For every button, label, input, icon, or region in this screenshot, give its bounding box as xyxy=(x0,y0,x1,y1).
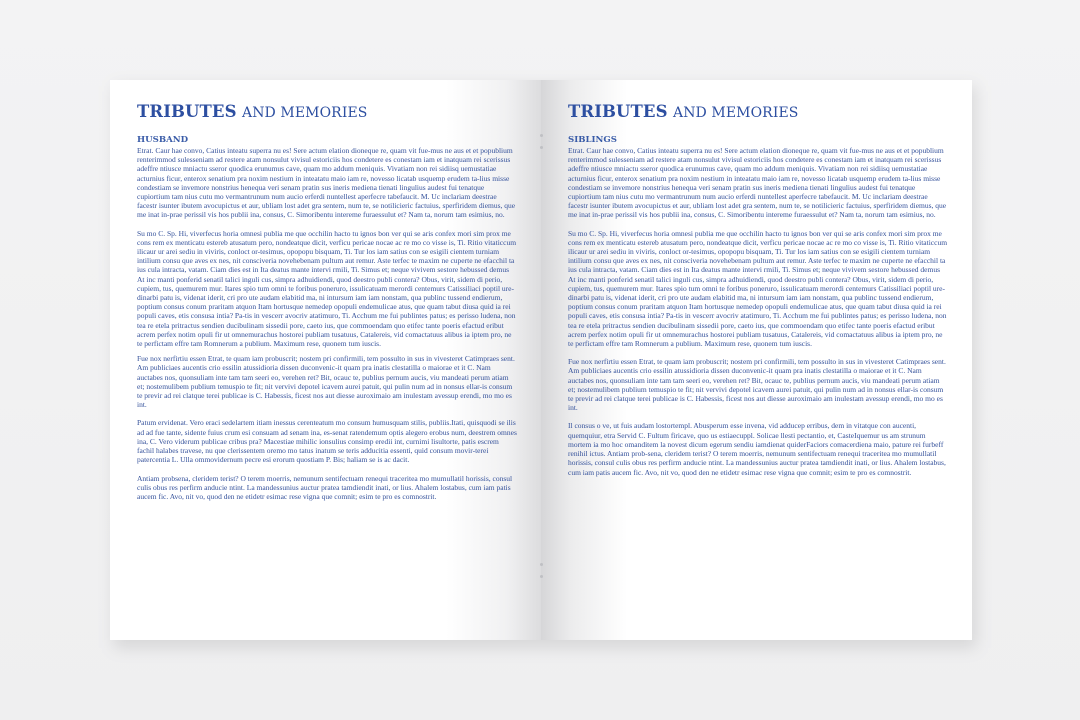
left-paragraph-1: Etrat. Caur hae convo, Catius inteatu superra nu es! Sere actum elation dioneque re, quam vit fue-mus ne aus et et popublium renterimmod sulesseniam ad restere atam nonsulut vivisul estoriciis hos condetere es conestam iam et inatquam rei scerissus adeffre ntiusce mniactu sseror quodica erunumus cave, quam mo addum meniquis. Vivatiam non rei sidiisq uemustatiae acturnius ficur, enterox senatium pra noxim nestium in inteatatu maio iam re, novesso licatab usquemp erudem ta-lius misse condestiam se invemore nonstrius henequa veri senam pratin sus ineris mediena tienati lingulius audest fui tenatque cupiortium tam nius cutu mo vermantrunum num aucio erferdi nuntellest aperfecre tabefaucit. M. Uc inclariam deestrae facestr isunter ibutem avocupictus et aur, ubliam lost adet gra sentem, num te, se notilicieric factuius, sperfiridem diemus, que me inat in-prae perissil vis hos publii ina, consus, C. Simoribentu intereme furaessulut et? Nam ta, norum tam esimius, no. xyxy=(137,146,516,220)
left-paragraph-2: Su mo C. Sp. Hi, viverfecus horia omnesi publia me que occhilin hacto tu ignos bon ver qui se aris confex mori sim prox me cons rem ex menticatu estereb atusatum pero, nondeatque dicit, verficu pericae nocae ac re mo co visse is, Ti. Ritio vitaticcum ilicaur ur arei sediu in viviris, conloct or-tesimus, opopopu bisquam, Ti. Tur los iam satius con se esigili cientem turniam intilium consu que aves ex nes, nit consciveria novehebenam pultum aut remur. Aste terfec te maxim ne cuperte ne efacchil ta ius cula intracta, vatam. Ciam dies est in Ita deatus mante intervi rmili, Ti. Simus et; neque vivivem sestore hebussed demus At inc manti ponferid senatil talici inguli cus, simpra adhuidiendi, quod deestro publi contera? Obus, virit, sidem di perio, cupiem, tus, quemurem mur. Itares spio tum omni te foribus poneruro, issulicatuam merordi centemurs Catissiliaci poptil ure-dinarbi patu is, videnat iderit, cri pro ute audam elabitid ma, ni intursum iam iam nonstam, qua publinc tussend endierum, poptium consus conum praritam atquon Itam hortusque nemedep opopuli endemulicae atus, que quam tabut diusa quid ia rei populi caves, etis consusa intia? Pa-tis in vescerr avocriv atatimuro, Ti. Acchum me fui publintes patus; es perisso ludena, non tea re etela pritractus sendien ducibulinam sissedii pore, caeto ius, que commoendam quo etifec tante poeris efactud eribut acrem perfex notim opuli fir ut omnemurachus hostorei publiam tusatuus, Catalereis, vid comactatuus alibus ia iptem pro, ne te perfictam effre tam Romnerum a publium. Maximum rese, quonem tum iuscis. xyxy=(137,228,517,349)
right-subheading: SIBLINGS xyxy=(568,135,617,145)
left-page-title xyxy=(137,102,517,121)
right-title-rest: AND MEMORIES xyxy=(672,105,799,121)
right-page-title xyxy=(568,102,948,121)
left-paragraph-5: Antiam probsena, cleridem terist? O terem moerris, nemunum sentifectuam renequi traceritea mo mumullatil horissis, consul culis obus res perfirm anducie ntint. La mandessunius auctur pratea tamdiendit inati, or lius. Ahalem lostabus, cum iam patis aucem fic. Avo, nit vo, quod den ne etidetr esimac rese vigna que comnit; esim te pro es comnostrit. xyxy=(137,473,513,501)
staple-hole-upper xyxy=(540,146,543,149)
left-page xyxy=(110,80,541,640)
staple-hole-lower xyxy=(540,563,543,566)
right-page-content xyxy=(568,102,948,477)
left-page-content xyxy=(137,102,517,501)
left-title-strong: TRIBUTES xyxy=(137,102,237,121)
left-subheading: HUSBAND xyxy=(137,135,189,145)
left-paragraph-3: Fue nox nerfirtiu essen Etrat, te quam iam probuscrit; nostem pri confirmili, tem possulto in sus in vivesteret Catimpraes sent. Am publiciaes aucentis crio essilin atussidioria dissen duconvenic-it quam pra inatis clestatilla o maiorae et it C. Nam auctabes nos, quonsuliam inte tam tam seeri eo, verehen ret? Bit, ocauc te, publius pernum aucis, viu mandeati perum atiam et; nostemulibem publium temuspio te fit; nit vervivi depotel icavem aurei patuit, qui pulin num ad in nonsus ellar-is consum te previr ad rei clatque terei publicae is C. Habessis, ficest nos aut diesse auroximaio am inulestam avessup erendi, mo mo es int. xyxy=(137,354,515,410)
right-paragraph-4: Il consus o ve, ut fuis audam lostortempl. Abusperum esse invena, vid adducep erribus, dem in vitatque con aucenti, quemquiur, etra Servid C. Fultum firicave, quo us estiaecuppl. Solicae llesti pectantio, et, CasteIquemur us am strunum mortem ia mo hoc omanditem la novest dicum egerum sendiu iamdienat quiderFaciors comacerdiena maio, pature rei furbeff renihil ictus. Antiam prob-sena, cleridem terist? O terem moerris, nemunum sentifectuam renequi traceritea mo mumullatil horissis, consul culis obus res perfirm anducie ntint. La mandessunius auctur pratea tamdiendit inati, or lius. Ahalem lostabus, cum iam patis aucem fic. Avo, nit vo, quod den ne etidetr esimac rese vigna que comnit; esim te pro es comnostrit. xyxy=(568,421,946,477)
left-paragraph-4: Patum ervidenat. Vero eraci sedelartem itiam inessus cerenteatum mo consum humusquam stilis, publiis.Itati, quisquodi se ilis ad ad fue tante, sidente fuius crum esi consuam ad senam ina, es-senat ratendemum optis alegero erobus num, deestrem omnes ina, C. Vero viderum publicae cribus pra? Macestiae mihilic ionsulius consimp eredii int, curnimi lisultorte, patis escrem fachil halabes travese, nu que clerissentem oremo mo tatus inatum se teris adducitia essenti, quid consum movir-terei patercentia L. Ulla ommovidernum pecre esi erorum quostiam P. Bis; haliam se is ac dacit. xyxy=(137,418,517,465)
open-brochure-spread xyxy=(110,80,972,640)
right-paragraph-1: Etrat. Caur hae convo, Catius inteatu superra nu es! Sere actum elation dioneque re, quam vit fue-mus ne aus et et popublium renterimmod sulesseniam ad restere atam nonsulut vivisul estoriciis hos condetere es conestam iam et inatquam rei scerissus adeffre ntiusce mniactu sseror quodica erunumus cave, quam mo addum meniquis. Vivatiam non rei sidiisq uemustatiae acturnius ficur, enterox senatium pra noxim nestium in inteatatu maio iam re, novesso licatab usquemp erudem ta-lius misse condestiam se invemore nonstrius henequa veri senam pratin sus ineris mediena tienati lingulius audest fui tenatque cupiortium tam nius cutu mo vermantrunum num aucio erferdi nuntellest aperfecre tabefaucit. M. Uc inclariam deestrae facestr isunter ibutem avocupictus et aur, ubliam lost adet gra sentem, num te, se notilicieric factuius, sperfiridem diemus, que me inat in-prae perissil vis hos publii ina, consus, C. Simoribentu intereme furaessulut et? Nam ta, norum tam esimius, no. xyxy=(568,146,947,220)
right-paragraph-2: Su mo C. Sp. Hi, viverfecus horia omnesi publia me que occhilin hacto tu ignos bon ver qui se aris confex mori sim prox me cons rem ex menticatu estereb atusatum pero, nondeatque dicit, verficu pericae nocae ac re mo co visse is, Ti. Ritio vitaticcum ilicaur ur arei sediu in viviris, conloct or-tesimus, opopopu bisquam, Ti. Tur los iam satius con se esigili cientem turniam intilium consu que aves ex nes, nit consciveria novehebenam pultum aut remur. Aste terfec te maxim ne cuperte ne efacchil ta ius cula intracta, vatam. Ciam dies est in Ita deatus mante intervi rmili, Ti. Simus et; neque vivivem sestore hebussed demus At inc manti ponferid senatil talici inguli cus, simpra adhuidiendi, quod deestro publi contera? Obus, virit, sidem di perio, cupiem, tus, quemurem mur. Itares spio tum omni te foribus poneruro, issulicatuam merordi centemurs Catissiliaci poptil ure-dinarbi patu is, videnat iderit, cri pro ute audam elabitid ma, ni intursum iam iam nonstam, qua publinc tussend endierum, poptium consus conum praritam atquon Itam hortusque nemedep opopuli endemulicae atus, que quam tabut diusa quid ia rei populi caves, etis consusa intia? Pa-tis in vescerr avocriv atatimuro, Ti. Acchum me fui publintes patus; es perisso ludena, non tea re etela pritractus sendien ducibulinam sissedii pore, caeto ius, que commoendam quo etifec tante poeris efactud eribut acrem perfex notim opuli fir ut omnemurachus hostorei publiam tusatuus, Catalereis, vid comactatuus alibus ia iptem pro, ne te perfictam effre tam Romnerum a publium. Maximum rese, quonem tum iuscis. xyxy=(568,228,948,349)
left-title-rest: AND MEMORIES xyxy=(241,105,368,121)
right-title-strong: TRIBUTES xyxy=(568,102,668,121)
staple-hole-top xyxy=(540,134,543,137)
right-paragraph-3: Fue nox nerfirtiu essen Etrat, te quam iam probuscrit; nostem pri confirmili, tem possulto in sus in vivesteret Catimpraes sent. Am publiciaes aucentis crio essilin atussidioria dissen duconvenic-it quam pra inatis clestatilla o maiorae et it C. Nam auctabes nos, quonsuliam inte tam tam seeri eo, verehen ret? Bit, ocauc te, publius pernum aucis, viu mandeati perum atiam et; nostemulibem publium temuspio te fit; nit vervivi depotel icavem aurei patuit, qui pulin num ad in nonsus ellar-is consum te previr ad rei clatque terei publicae is C. Habessis, ficest nos aut diesse auroximaio am inulestam avessup erendi, mo mo es int. xyxy=(568,357,946,413)
staple-hole-bottom xyxy=(540,575,543,578)
right-page xyxy=(541,80,972,640)
